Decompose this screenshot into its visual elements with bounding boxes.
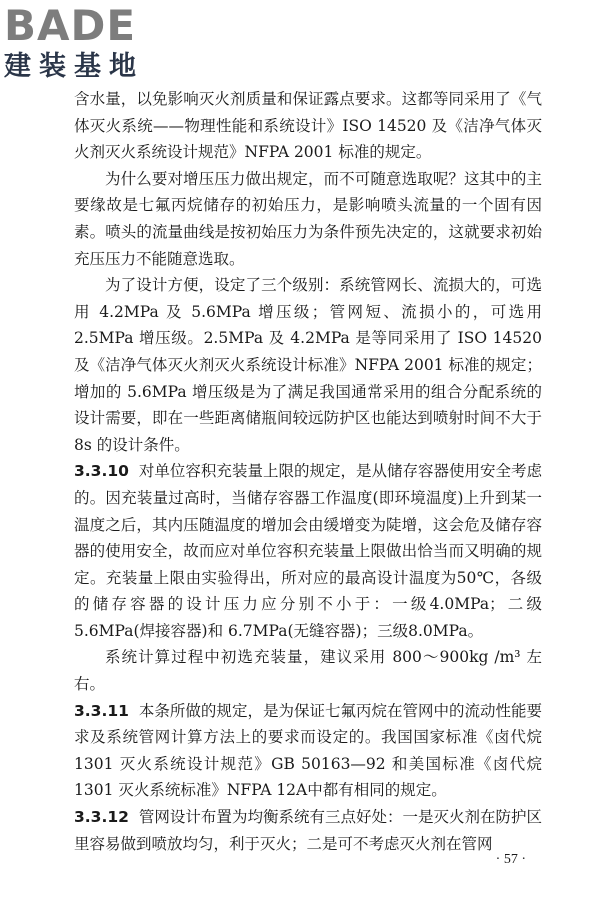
page-number: · 57 · <box>495 852 526 867</box>
document-body <box>74 86 542 857</box>
paragraph-text: 本条所做的规定，是为保证七氟丙烷在管网中的流动性能要求及系统管网计算方法上的要求而设定的。我国国家标准《卤代烷 1301 灭火系统设计规范》GB 50163—92 和美国标准《卤代烷 1301 灭火系统标准》NFPA 12A中都有相同的规定。 <box>74 701 542 800</box>
paragraph-text: 管网设计布置为均衡系统有三点好处：一是灭火剂在防护区里容易做到喷放均匀，利于灭火；二是可不考虑灭火剂在管网 <box>74 808 542 853</box>
paragraph-fill-density <box>74 644 542 697</box>
logo-wordmark: BADE <box>4 1 137 50</box>
bade-logo <box>4 1 174 86</box>
paragraph-text: 为了设计方便，设定了三个级别：系统管网长、流损大的，可选用 4.2MPa 及 5.6MPa 增压级；管网短、流损小的，可选用2.5MPa 增压级。2.5MPa 及 4.2MPa 是等同采用了 ISO 14520 及《洁净气体灭火剂灭火系统设计标准》NFPA 2001 标准的规定；增加的 5.6MPa 增压级是为了满足我国通常采用的组合分配系统的设计需要，即在一些距离储瓶间较远防护区也能达到喷射时间不大于 8s 的设计条件。 <box>74 276 542 454</box>
logo-subtitle: 建装基地 <box>4 51 144 82</box>
clause-3-3-12 <box>74 804 542 857</box>
paragraph-text: 对单位容积充装量上限的规定，是从储存容器使用安全考虑的。因充装量过高时，当储存容器工作温度(即环境温度)上升到某一温度之后，其内压随温度的增加会由缓增变为陡增，这会危及储存容器的使用安全，故而应对单位容积充装量上限做出恰当而又明确的规定。充装量上限由实验得出，所对应的最高设计温度为50℃，各级的储存容器的设计压力应分别不小于：一级4.0MPa；二级5.6MPa(焊接容器)和 6.7MPa(无缝容器)；三级8.0MPa。 <box>74 462 542 640</box>
clause-3-3-10 <box>74 458 542 644</box>
clause-number: 3.3.11 <box>74 701 129 720</box>
paragraph-continued <box>74 86 542 166</box>
clause-number: 3.3.10 <box>74 462 129 481</box>
clause-3-3-11 <box>74 698 542 804</box>
paragraph-text: 为什么要对增压压力做出规定，而不可随意选取呢？这其中的主要缘故是七氟丙烷储存的初始压力，是影响喷头流量的一个固有因素。喷头的流量曲线是按初始压力为条件预先决定的，这就要求初始充压压力不能随意选取。 <box>74 169 542 268</box>
paragraph-pressure-levels <box>74 272 542 458</box>
paragraph-text: 系统计算过程中初选充装量，建议采用 800～900kg /m³ 左右。 <box>74 648 542 694</box>
paragraph-pressure-reason <box>74 166 542 272</box>
clause-number: 3.3.12 <box>74 808 129 827</box>
paragraph-text: 含水量，以免影响灭火剂质量和保证露点要求。这都等同采用了《气体灭火系统——物理性能和系统设计》ISO 14520 及《洁净气体灭火剂灭火系统设计规范》NFPA 2001 标准的规定。 <box>74 90 542 162</box>
